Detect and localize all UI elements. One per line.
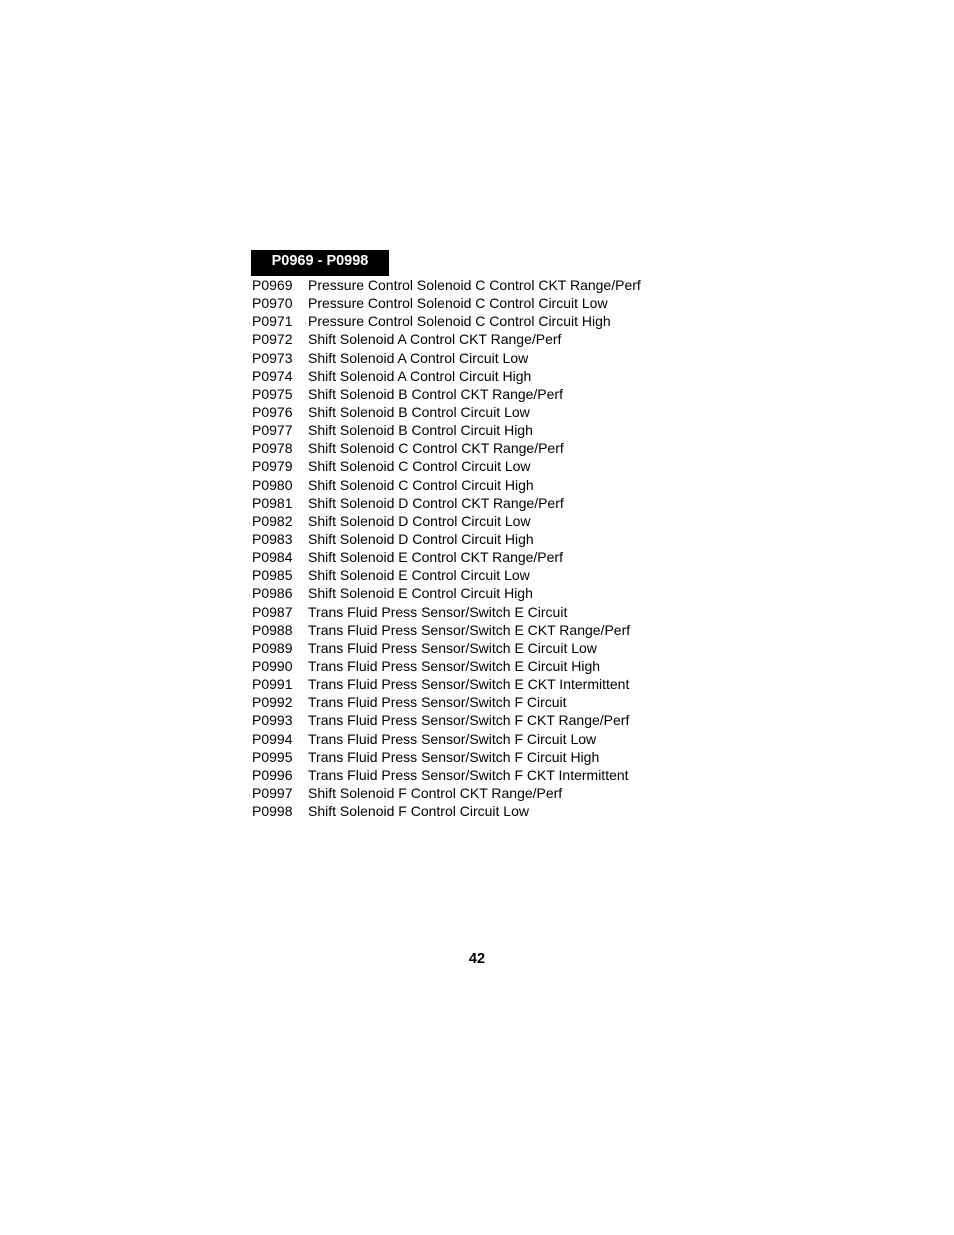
code-description: Shift Solenoid D Control Circuit Low [308,512,531,529]
code-description: Shift Solenoid F Control CKT Range/Perf [308,784,563,801]
code-description: Shift Solenoid F Control Circuit Low [308,803,529,820]
code-id: P0985 [252,567,293,584]
code-row [252,403,641,421]
code-id: P0976 [252,403,293,420]
code-description: Pressure Control Solenoid C Control Circuit Low [308,295,608,312]
code-id: P0972 [252,331,293,348]
code-row [252,476,641,494]
code-description: Trans Fluid Press Sensor/Switch E Circuit High [308,657,601,674]
code-id: P0979 [252,458,293,475]
code-id: P0983 [252,530,293,547]
code-description: Shift Solenoid E Control CKT Range/Perf [308,549,563,566]
code-description: Shift Solenoid C Control Circuit High [308,476,534,493]
code-id: P0969 [252,277,293,293]
code-description: Trans Fluid Press Sensor/Switch E Circuit Low [308,639,597,656]
code-description: Shift Solenoid E Control Circuit High [308,585,533,602]
code-description: Pressure Control Solenoid C Control CKT Range/Perf [308,277,641,293]
code-id: P0974 [252,367,293,384]
code-id: P0973 [252,349,293,366]
code-id: P0995 [252,748,293,765]
section-header: P0969 - P0998 [251,250,389,276]
code-description: Shift Solenoid C Control CKT Range/Perf [308,440,564,457]
code-description: Trans Fluid Press Sensor/Switch E CKT Intermittent [308,676,630,693]
code-id: P0988 [252,621,293,638]
code-description: Trans Fluid Press Sensor/Switch F Circuit High [308,748,600,765]
code-row [252,693,641,711]
code-row [252,385,641,403]
code-id: P0987 [252,603,293,620]
code-description: Trans Fluid Press Sensor/Switch E Circuit [308,603,568,620]
code-id: P0996 [252,766,293,783]
code-id: P0982 [252,512,293,529]
code-description: Pressure Control Solenoid C Control Circuit High [308,313,611,330]
code-id: P0980 [252,476,293,493]
code-row [252,748,641,766]
code-id: P0986 [252,585,293,602]
code-row [252,494,641,512]
code-id: P0992 [252,694,293,711]
code-row [252,312,641,330]
code-description: Shift Solenoid A Control Circuit Low [308,349,529,366]
code-id: P0991 [252,676,293,693]
code-row [252,621,641,639]
code-id: P0993 [252,712,293,729]
code-id: P0997 [252,784,293,801]
code-row [252,439,641,457]
code-description: Shift Solenoid B Control CKT Range/Perf [308,385,563,402]
code-description: Trans Fluid Press Sensor/Switch F Circuit [308,694,567,711]
code-row [252,330,641,348]
code-row [252,421,641,439]
code-row [252,730,641,748]
code-id: P0984 [252,549,293,566]
code-id: P0978 [252,440,293,457]
code-id: P0998 [252,803,293,820]
code-id: P0970 [252,295,293,312]
code-row [252,603,641,621]
code-id: P0977 [252,422,293,439]
code-row [252,657,641,675]
code-row [252,766,641,784]
code-row [252,548,641,566]
code-description: Trans Fluid Press Sensor/Switch E CKT Range/Perf [308,621,631,638]
code-row [252,367,641,385]
code-description: Trans Fluid Press Sensor/Switch F Circuit Low [308,730,597,747]
code-id: P0975 [252,385,293,402]
code-row [252,675,641,693]
code-row [252,639,641,657]
code-row [252,584,641,602]
page-number: 42 [468,951,486,967]
code-row [252,512,641,530]
code-row [252,276,641,294]
code-id: P0990 [252,657,293,674]
code-id: P0971 [252,313,293,330]
code-id: P0989 [252,639,293,656]
code-description: Shift Solenoid A Control Circuit High [308,367,532,384]
code-description: Shift Solenoid A Control CKT Range/Perf [308,331,562,348]
code-description: Shift Solenoid D Control CKT Range/Perf [308,494,564,511]
code-description: Shift Solenoid D Control Circuit High [308,530,534,547]
code-description: Trans Fluid Press Sensor/Switch F CKT Range/Perf [308,712,630,729]
code-description: Shift Solenoid E Control Circuit Low [308,567,530,584]
code-description: Trans Fluid Press Sensor/Switch F CKT Intermittent [308,766,629,783]
code-row [252,349,641,367]
code-id: P0981 [252,494,293,511]
code-id: P0994 [252,730,293,747]
code-row [252,802,641,820]
code-row [252,784,641,802]
code-description: Shift Solenoid B Control Circuit High [308,422,533,439]
code-row [252,294,641,312]
code-description: Shift Solenoid B Control Circuit Low [308,403,530,420]
code-row [252,566,641,584]
code-row [252,711,641,729]
code-row [252,530,641,548]
code-row [252,457,641,475]
code-description: Shift Solenoid C Control Circuit Low [308,458,531,475]
code-list [252,276,641,820]
